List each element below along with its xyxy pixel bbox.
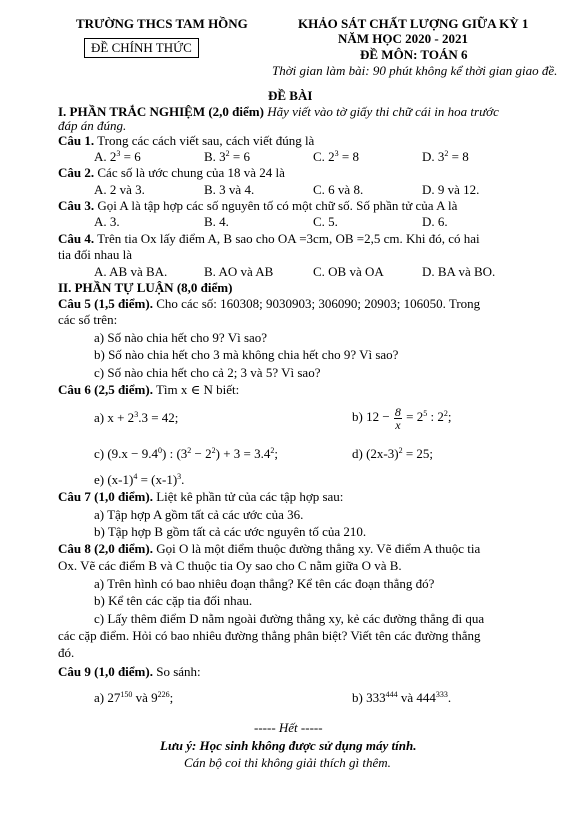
q2-text: Các số là ước chung của 18 và 24 là	[94, 165, 285, 180]
q6-part-c: c) $(9.x - 9.4^0)$ : $(3^2 - 2^2) + 3 = 3.4^2$;	[94, 446, 279, 461]
q4-option-c: C. OB và OA	[313, 264, 384, 279]
q7-line	[58, 489, 343, 504]
q2-option-d: D. 9 và 12.	[422, 182, 480, 197]
q7-part-b: b) Tập hợp B gồm tất cả các ước nguyên tố của 210.	[94, 524, 367, 539]
q1-option-b: B. $3^2 = 6$	[204, 149, 251, 164]
q3-line	[58, 198, 457, 213]
q4-option-d: D. BA và BO.	[422, 264, 496, 279]
q4-text: Trên tia Ox lấy điểm A, B sao cho OA =3cm, OB =2,5 cm. Khi đó, có hai	[94, 231, 480, 246]
q3-option-c: C. 5.	[313, 214, 338, 229]
q8-text: Gọi O là một điểm thuộc đường thẳng xy. Vẽ điểm A thuộc tia	[152, 541, 481, 556]
q3-label: Câu 3.	[58, 198, 95, 213]
q3-text: Gọi A là tập hợp các số nguyên tố có một chữ số. Số phần tử của A là	[94, 198, 458, 213]
q9-text: So sánh:	[152, 664, 201, 679]
subject: ĐỀ MÔN: TOÁN 6	[360, 47, 468, 62]
q4-option-a: A. AB và BA.	[94, 264, 168, 279]
q8-text-cont: Ox. Vẽ các điểm B và C thuộc tia Oy sao cho C nằm giữa O và B.	[58, 558, 402, 573]
q6-part-b: b) 12 − $\frac{8}{x}$ = $2^5$ : $2^2$;	[352, 404, 452, 432]
q5-text: Cho các số: 160308; 9030903; 306090; 20903; 106050. Trong	[152, 296, 481, 311]
page-title: ĐỀ BÀI	[268, 88, 313, 103]
q4-option-b: B. AO và AB	[204, 264, 274, 279]
q8-part-c: c) Lấy thêm điểm D nằm ngoài đường thẳng xy, kẻ các đường thẳng đi qua	[94, 611, 485, 626]
q1-option-d: D. $3^2 = 8$	[422, 149, 469, 164]
end-marker: ----- Hết -----	[254, 720, 323, 735]
exam-title: KHẢO SÁT CHẤT LƯỢNG GIỮA KỲ 1	[298, 16, 529, 31]
q6-line	[58, 382, 239, 397]
q2-line	[58, 165, 285, 180]
q5-part-b: b) Số nào chia hết cho 3 mà không chia hết cho 9? Vì sao?	[94, 347, 399, 362]
q9-label: Câu 9 (1,0 điểm).	[58, 664, 153, 679]
q6-text: Tìm x ∈ N biết:	[152, 382, 240, 397]
q8-part-c-cont: các cặp điểm. Hỏi có bao nhiêu đường thẳng phân biệt? Viết tên các đường thẳng	[58, 628, 481, 643]
official-badge: ĐỀ CHÍNH THỨC	[84, 38, 199, 58]
q8-line	[58, 541, 480, 556]
q6-part-d: d) $(2x-3)^2 = 25$;	[352, 446, 434, 461]
footer-note-2: Cán bộ coi thi không giải thích gì thêm.	[184, 755, 391, 770]
q8-label: Câu 8 (2,0 điểm).	[58, 541, 153, 556]
q3-option-a: A. 3.	[94, 214, 120, 229]
q4-label: Câu 4.	[58, 231, 95, 246]
q1-label: Câu 1.	[58, 133, 95, 148]
part1-instruction: Hãy viết vào tờ giấy thi chữ cái in hoa trước	[263, 104, 499, 119]
q3-option-b: B. 4.	[204, 214, 229, 229]
q1-line	[58, 133, 314, 148]
part1-heading: I. PHẦN TRẮC NGHIỆM (2,0 điểm)	[58, 104, 264, 119]
q3-option-d: D. 6.	[422, 214, 448, 229]
q5-line	[58, 296, 480, 311]
q8-part-b: b) Kể tên các cặp tia đối nhau.	[94, 593, 253, 608]
school-name: TRƯỜNG THCS TAM HỒNG	[76, 16, 248, 31]
q6-part-e: e) $(x-1)^4 = (x-1)^3$.	[94, 472, 185, 487]
q8-part-c-end: đó.	[58, 645, 75, 660]
q5-part-c: c) Số nào chia hết cho cả 2; 3 và 5? Vì sao?	[94, 365, 321, 380]
q2-option-a: A. 2 và 3.	[94, 182, 145, 197]
q6-fraction: $\frac{8}{x}$	[394, 404, 401, 432]
exam-time: Thời gian làm bài: 90 phút không kể thời gian giao đề.	[272, 63, 558, 78]
q1-text: Trong các cách viết sau, cách viết đúng là	[94, 133, 315, 148]
q9-part-b: b) $333^{444}$ và $444^{333}$.	[352, 690, 452, 705]
q5-text-cont: các số trên:	[58, 312, 118, 327]
school-year: NĂM HỌC 2020 - 2021	[338, 31, 468, 46]
q6-label: Câu 6 (2,5 điểm).	[58, 382, 153, 397]
part1-instruction-cont: đáp án đúng.	[58, 118, 127, 133]
q9-part-a: a) $27^{150}$ và $9^{226}$;	[94, 690, 174, 705]
q7-part-a: a) Tập hợp A gồm tất cả các ước của 36.	[94, 507, 304, 522]
part1-heading-line	[58, 104, 499, 119]
q2-label: Câu 2.	[58, 165, 95, 180]
q7-text: Liệt kê phần tử của các tập hợp sau:	[152, 489, 344, 504]
q5-label: Câu 5 (1,5 điểm).	[58, 296, 153, 311]
part2-heading: II. PHẦN TỰ LUẬN (8,0 điểm)	[58, 280, 233, 295]
q1-option-a: A. $2^3 = 6$	[94, 149, 141, 164]
q9-line	[58, 664, 201, 679]
q2-option-c: C. 6 và 8.	[313, 182, 364, 197]
footer-note: Lưu ý: Học sinh không được sử dụng máy tính.	[160, 738, 417, 753]
q4-text-cont: tia đối nhau là	[58, 247, 133, 262]
q8-part-a: a) Trên hình có bao nhiêu đoạn thẳng? Kể tên các đoạn thẳng đó?	[94, 576, 435, 591]
q7-label: Câu 7 (1,0 điểm).	[58, 489, 153, 504]
q2-option-b: B. 3 và 4.	[204, 182, 255, 197]
q1-option-c: C. $2^3 = 8$	[313, 149, 360, 164]
q4-line	[58, 231, 480, 246]
q5-part-a: a) Số nào chia hết cho 9? Vì sao?	[94, 330, 268, 345]
q6-part-a: a) $x + 2^3.3 = 42$;	[94, 410, 179, 425]
